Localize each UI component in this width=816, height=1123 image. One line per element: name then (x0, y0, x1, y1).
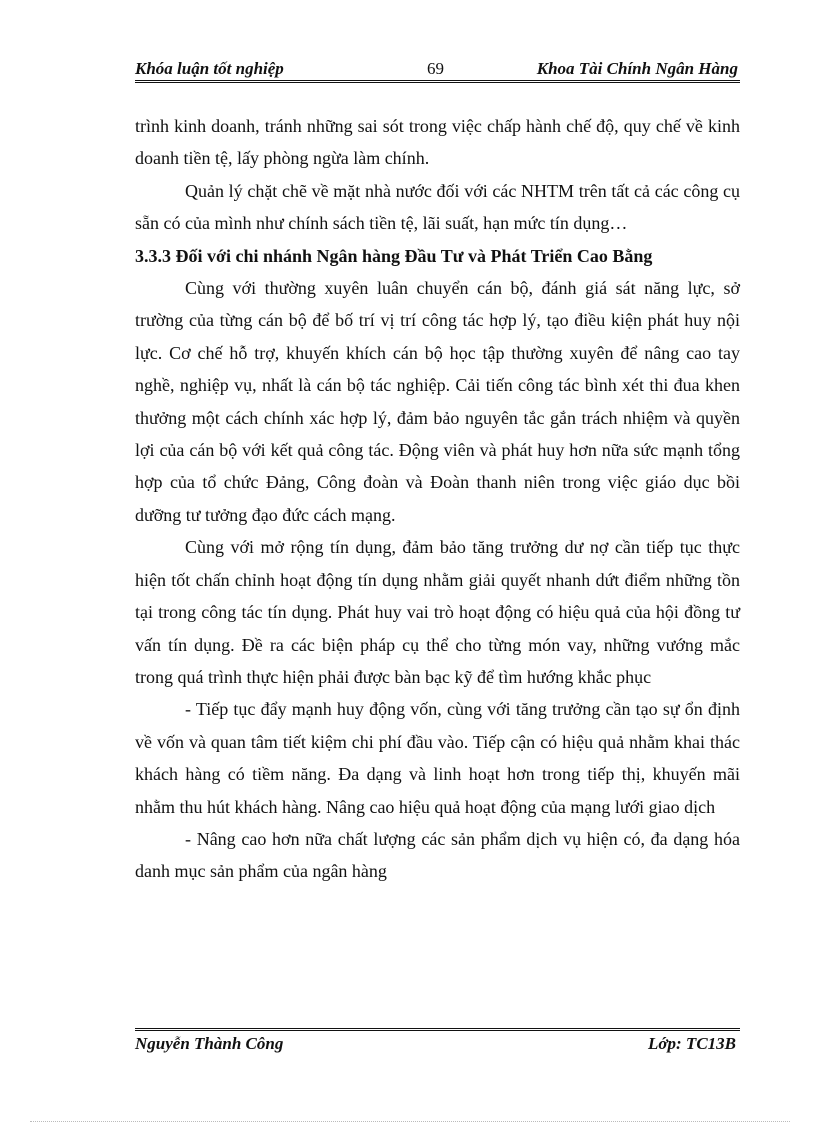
header-thesis-title: Khóa luận tốt nghiệp (135, 59, 284, 78)
paragraph-3: Cùng với thường xuyên luân chuyển cán bộ, đánh giá sát năng lực, sở trường của từng cán bộ để bố trí vị trí công tác hợp lý, tạo điều kiện phát huy nội lực. Cơ chế hỗ trợ, khuyến khích cán bộ học tập thường xuyên để nâng cao tay nghề, nghiệp vụ, nhất là cán bộ tác nghiệp. Cải tiến công tác bình xét thi đua khen thưởng một cách chính xác hợp lý, đảm bảo nguyên tắc gắn trách nhiệm và quyền lợi của cán bộ với kết quả công tác. Động viên và phát huy hơn nữa sức mạnh tổng hợp của tổ chức Đảng, Công đoàn và Đoàn thanh niên trong việc giáo dục bồi dưỡng tư tưởng đạo đức cách mạng. (135, 278, 740, 525)
page-header (135, 56, 740, 80)
header-faculty: Khoa Tài Chính Ngân Hàng (536, 59, 738, 78)
header-rule (135, 80, 740, 83)
paragraph-1: trình kinh doanh, tránh những sai sót trong việc chấp hành chế độ, quy chế về kinh doanh tiền tệ, lấy phòng ngừa làm chính. (135, 116, 740, 169)
footer-class: Lớp: TC13B (648, 1034, 736, 1053)
page-edge-divider (30, 1121, 790, 1122)
paragraph-5: - Tiếp tục đẩy mạnh huy động vốn, cùng với tăng trưởng cần tạo sự ổn định về vốn và quan tâm tiết kiệm chi phí đầu vào. Tiếp cận có hiệu quả nhằm khai thác khách hàng có tiềm năng. Đa dạng và linh hoạt hơn trong tiếp thị, khuyến mãi nhằm thu hút khách hàng. Nâng cao hiệu quả hoạt động của mạng lưới giao dịch (135, 699, 740, 817)
footer-author: Nguyễn Thành Công (135, 1034, 284, 1053)
page-number: 69 (427, 59, 444, 78)
footer-rule (135, 1028, 740, 1031)
section-heading: 3.3.3 Đối với chi nhánh Ngân hàng Đầu Tư và Phát Triển Cao Bằng (135, 245, 653, 266)
paragraph-4: Cùng với mở rộng tín dụng, đảm bảo tăng trưởng dư nợ cần tiếp tục thực hiện tốt chấn chỉnh hoạt động tín dụng nhằm giải quyết nhanh dứt điểm những tồn tại trong công tác tín dụng. Phát huy vai trò hoạt động có hiệu quả của hội đồng tư vấn tín dụng. Đề ra các biện pháp cụ thể cho từng món vay, những vướng mắc trong quá trình thực hiện phải được bàn bạc kỹ để tìm hướng khắc phục (135, 537, 740, 687)
paragraph-2: Quản lý chặt chẽ về mặt nhà nước đối với các NHTM trên tất cả các công cụ sẵn có của mình như chính sách tiền tệ, lãi suất, hạn mức tín dụng… (135, 180, 740, 234)
page-body (135, 110, 740, 888)
paragraph-6: - Nâng cao hơn nữa chất lượng các sản phẩm dịch vụ hiện có, đa dạng hóa danh mục sản phẩm của ngân hàng (135, 828, 740, 882)
